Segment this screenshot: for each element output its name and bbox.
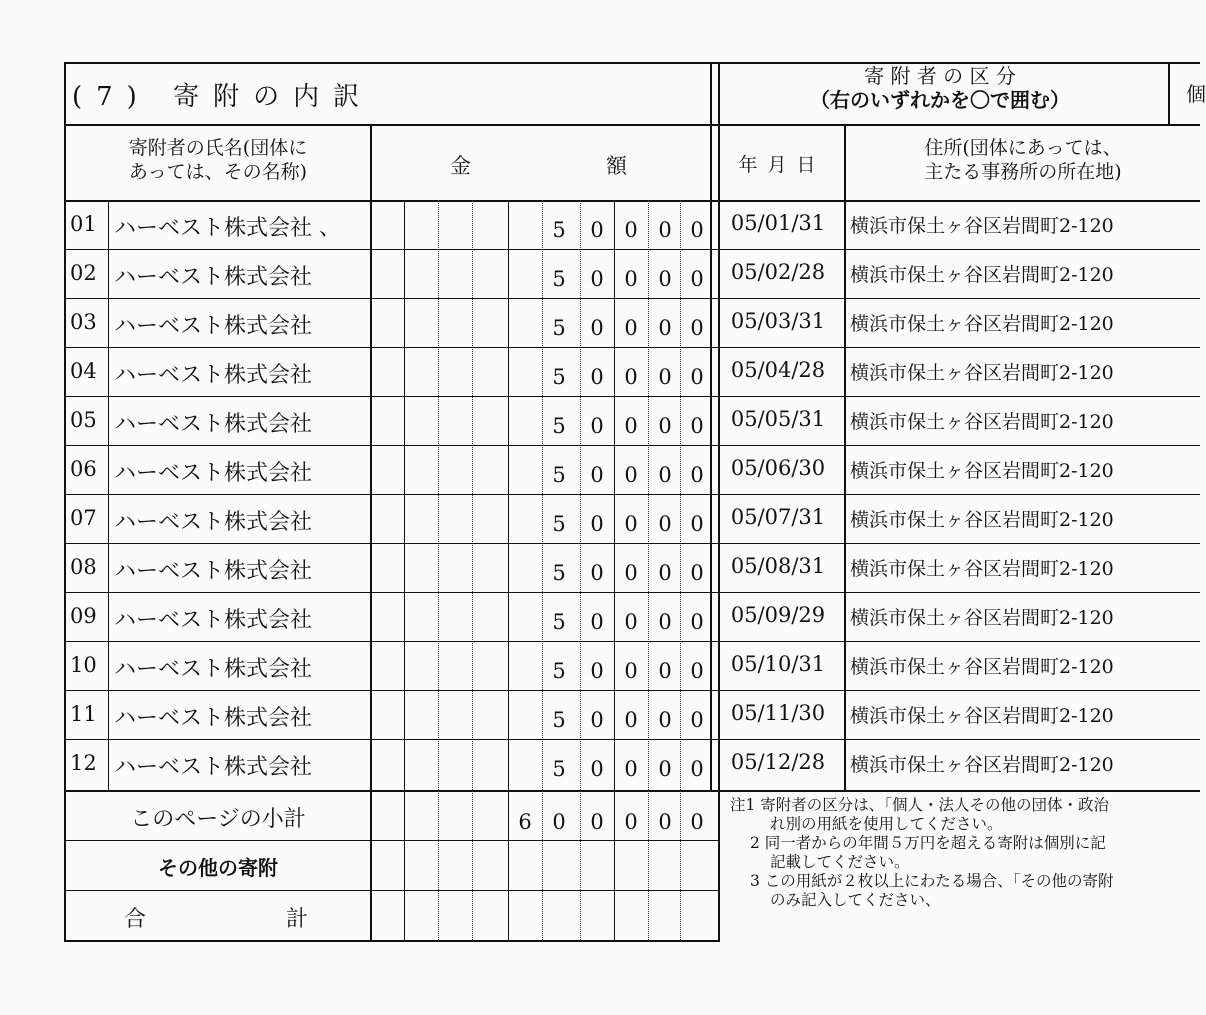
- donor-name: ハーベスト株式会社: [114, 265, 313, 290]
- donation-date: 05/09/29: [730, 603, 826, 627]
- amount-digit: 0: [624, 365, 638, 389]
- row-number: 02: [70, 261, 97, 285]
- amount-digit: 0: [690, 561, 704, 585]
- donation-date: 05/07/31: [730, 505, 826, 529]
- row-number: 10: [70, 653, 97, 677]
- donor-name: ハーベスト株式会社: [114, 706, 313, 731]
- donor-name: ハーベスト株式会社: [114, 412, 313, 437]
- total-label-left: 合: [124, 907, 147, 932]
- donor-category-header: [712, 64, 1168, 112]
- donor-address: 横浜市保土ヶ谷区岩間町2-120: [850, 607, 1114, 629]
- other-donations-label: その他の寄附: [158, 856, 278, 880]
- amount-digit: 0: [658, 365, 672, 389]
- row-number: 01: [70, 212, 97, 236]
- amount-digit: 0: [624, 267, 638, 291]
- notes-section: [730, 796, 1200, 910]
- amount-digit: 0: [590, 512, 604, 536]
- amount-digit: 0: [590, 267, 604, 291]
- amount-digit: 0: [658, 610, 672, 634]
- donor-category-cut-char: 個: [1186, 82, 1206, 106]
- amount-digit: 0: [690, 218, 704, 242]
- amount-digit: 0: [624, 659, 638, 683]
- table-row: [0, 396, 1200, 445]
- row-number: 03: [70, 310, 97, 334]
- donor-address: 横浜市保土ヶ谷区岩間町2-120: [850, 362, 1114, 384]
- amount-digit: 5: [552, 659, 566, 683]
- amount-digit: 0: [690, 365, 704, 389]
- note-line: 注1 寄附者の区分は、「個人・法人その他の団体・政治: [730, 796, 1110, 814]
- amount-digit: 0: [658, 561, 672, 585]
- amount-digit: 0: [658, 659, 672, 683]
- donation-date: 05/11/30: [730, 701, 826, 725]
- amount-digit: 0: [590, 561, 604, 585]
- donor-address: 横浜市保土ヶ谷区岩間町2-120: [850, 656, 1114, 678]
- amount-digit: 0: [658, 316, 672, 340]
- subtotal-digit: 0: [624, 810, 638, 834]
- table-row: [0, 543, 1200, 592]
- donor-name: ハーベスト株式会社: [114, 608, 313, 633]
- row-number: 04: [70, 359, 97, 383]
- amount-digit: 0: [624, 463, 638, 487]
- amount-digit: 5: [552, 610, 566, 634]
- note-line: れ別の用紙を使用してください。: [770, 815, 1003, 833]
- donor-address: 横浜市保土ヶ谷区岩間町2-120: [850, 411, 1114, 433]
- total-label-right: 計: [286, 907, 309, 932]
- donor-name-header-line2: あっては、その名称): [128, 161, 308, 183]
- amount-digit: 5: [552, 757, 566, 781]
- donor-name: ハーベスト株式会社: [114, 510, 313, 535]
- subtotal-digit: 0: [552, 810, 566, 834]
- amount-digit: 0: [690, 267, 704, 291]
- amount-digit: 0: [624, 610, 638, 634]
- donation-date: 05/05/31: [730, 407, 826, 431]
- amount-digit: 0: [590, 708, 604, 732]
- amount-digit: 0: [690, 610, 704, 634]
- donor-name: ハーベスト株式会社: [114, 363, 313, 388]
- donation-date: 05/04/28: [730, 358, 826, 382]
- donor-name: ハーベスト株式会社: [114, 461, 313, 486]
- donor-address: 横浜市保土ヶ谷区岩間町2-120: [850, 215, 1114, 237]
- amount-digit: 0: [658, 414, 672, 438]
- amount-digit: 5: [552, 463, 566, 487]
- donor-address: 横浜市保土ヶ谷区岩間町2-120: [850, 754, 1114, 776]
- table-row: [0, 641, 1200, 690]
- donation-date: 05/12/28: [730, 750, 826, 774]
- donor-address: 横浜市保土ヶ谷区岩間町2-120: [850, 264, 1114, 286]
- amount-digit: 0: [590, 463, 604, 487]
- donor-name: ハーベスト株式会社: [114, 657, 313, 682]
- amount-digit: 0: [590, 365, 604, 389]
- amount-digit: 0: [690, 512, 704, 536]
- subtotal-digit: 0: [590, 810, 604, 834]
- donation-date: 05/03/31: [730, 309, 826, 333]
- amount-digit: 0: [624, 316, 638, 340]
- note-line: 2 同一者からの年間５万円を超える寄附は個別に記: [750, 834, 1106, 852]
- subtotal-label: このページの小計: [130, 807, 306, 832]
- date-header: 年 月 日: [738, 154, 818, 176]
- amount-digit: 5: [552, 267, 566, 291]
- row-number: 09: [70, 604, 97, 628]
- donor-name: ハーベスト株式会社 、: [114, 216, 341, 241]
- row-number: 11: [70, 702, 97, 726]
- donor-category-header-line1: 寄 附 者 の 区 分: [864, 64, 1016, 88]
- amount-digit: 0: [590, 659, 604, 683]
- donation-date: 05/08/31: [730, 554, 826, 578]
- donor-address: 横浜市保土ヶ谷区岩間町2-120: [850, 509, 1114, 531]
- amount-digit: 5: [552, 365, 566, 389]
- note-line: 3 この用紙が２枚以上にわたる場合、「その他の寄附: [750, 872, 1114, 890]
- amount-digit: 5: [552, 414, 566, 438]
- row-number: 05: [70, 408, 97, 432]
- note-line: のみ記入してください、: [770, 891, 941, 909]
- amount-digit: 0: [690, 659, 704, 683]
- donor-address: 横浜市保土ヶ谷区岩間町2-120: [850, 313, 1114, 335]
- donor-category-header-line2: （右のいずれかを〇で囲む）: [810, 88, 1070, 112]
- table-row: [0, 445, 1200, 494]
- amount-digit: 5: [552, 708, 566, 732]
- amount-digit: 5: [552, 316, 566, 340]
- amount-digit: 0: [658, 267, 672, 291]
- table-row: [0, 739, 1200, 788]
- address-header-line1: 住所(団体にあっては、: [924, 137, 1122, 159]
- table-row: [0, 690, 1200, 739]
- donor-address: 横浜市保土ヶ谷区岩間町2-120: [850, 705, 1114, 727]
- amount-header-left: 金: [450, 154, 471, 178]
- amount-digit: 0: [690, 316, 704, 340]
- amount-digit: 0: [690, 757, 704, 781]
- address-header: [846, 136, 1200, 184]
- row-number: 12: [70, 751, 97, 775]
- donation-date: 05/02/28: [730, 260, 826, 284]
- amount-digit: 0: [624, 218, 638, 242]
- subtotal-digit: 6: [518, 810, 532, 834]
- subtotal-digit: 0: [690, 810, 704, 834]
- amount-digit: 0: [658, 757, 672, 781]
- row-number: 06: [70, 457, 97, 481]
- amount-digit: 0: [690, 463, 704, 487]
- donor-name-header-line1: 寄附者の氏名(団体に: [128, 137, 308, 159]
- donation-date: 05/06/30: [730, 456, 826, 480]
- amount-digit: 0: [658, 463, 672, 487]
- amount-digit: 0: [590, 218, 604, 242]
- amount-digit: 0: [624, 708, 638, 732]
- amount-digit: 0: [624, 757, 638, 781]
- donation-date: 05/01/31: [730, 211, 826, 235]
- amount-digit: 0: [658, 218, 672, 242]
- table-row: [0, 200, 1200, 249]
- amount-digit: 5: [552, 218, 566, 242]
- note-line: 記載してください。: [770, 853, 910, 871]
- donor-name: ハーベスト株式会社: [114, 314, 313, 339]
- amount-header-right: 額: [606, 154, 627, 178]
- table-row: [0, 347, 1200, 396]
- amount-digit: 5: [552, 561, 566, 585]
- amount-digit: 0: [658, 708, 672, 732]
- amount-digit: 0: [690, 414, 704, 438]
- amount-digit: 0: [690, 708, 704, 732]
- amount-digit: 0: [624, 414, 638, 438]
- table-row: [0, 494, 1200, 543]
- amount-digit: 0: [590, 316, 604, 340]
- table-row: [0, 298, 1200, 347]
- donation-date: 05/10/31: [730, 652, 826, 676]
- donor-address: 横浜市保土ヶ谷区岩間町2-120: [850, 558, 1114, 580]
- table-row: [0, 592, 1200, 641]
- subtotal-digit: 0: [658, 810, 672, 834]
- amount-digit: 0: [624, 512, 638, 536]
- row-number: 07: [70, 506, 97, 530]
- amount-digit: 0: [624, 561, 638, 585]
- donor-name-header: [66, 136, 370, 184]
- amount-digit: 0: [658, 512, 672, 536]
- amount-digit: 0: [590, 610, 604, 634]
- amount-digit: 0: [590, 757, 604, 781]
- donor-name: ハーベスト株式会社: [114, 755, 313, 780]
- address-header-line2: 主たる事務所の所在地): [924, 161, 1122, 183]
- amount-digit: 0: [590, 414, 604, 438]
- row-number: 08: [70, 555, 97, 579]
- table-row: [0, 249, 1200, 298]
- section-title: (7) 寄附の内訳: [72, 82, 374, 112]
- donor-name: ハーベスト株式会社: [114, 559, 313, 584]
- donor-address: 横浜市保土ヶ谷区岩間町2-120: [850, 460, 1114, 482]
- amount-digit: 5: [552, 512, 566, 536]
